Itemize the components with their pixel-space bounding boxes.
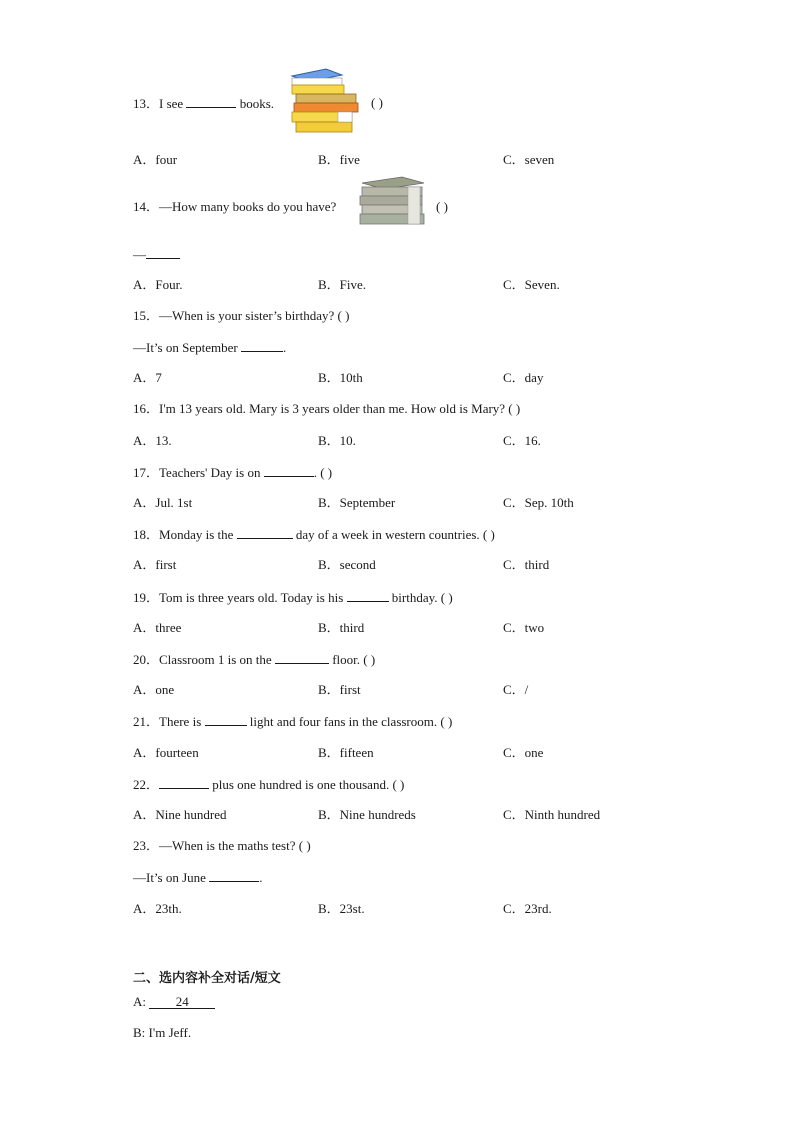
question-number: 18． xyxy=(133,527,160,542)
question-16: 16．I'm 13 years old. Mary is 3 years older than me. How old is Mary? ( ) xyxy=(133,401,521,416)
option-c[interactable]: C．Sep. 10th xyxy=(503,495,574,510)
option-b[interactable]: B．September xyxy=(318,495,396,510)
option-b[interactable]: B．10th xyxy=(318,370,363,385)
option-a[interactable]: A．three xyxy=(133,620,182,635)
answer-blank[interactable] xyxy=(159,776,209,789)
question-number: 15． xyxy=(133,308,160,323)
option-a[interactable]: A．Four. xyxy=(133,277,183,292)
dialog-line-a: A: 24 xyxy=(133,994,215,1010)
question-23: 23．—When is the maths test? ( ) xyxy=(133,838,311,853)
answer-blank[interactable] xyxy=(264,464,314,477)
option-a[interactable]: A．23th. xyxy=(133,901,182,916)
question-number: 13． xyxy=(133,96,160,111)
question-number: 22． xyxy=(133,777,160,792)
question-21: 21．There is light and four fans in the classroom. ( ) xyxy=(133,714,453,729)
option-a[interactable]: A．13. xyxy=(133,433,172,448)
answer-blank[interactable] xyxy=(209,869,259,882)
question-17: 17．Teachers' Day is on . ( ) xyxy=(133,465,333,480)
answer-blank-24[interactable]: 24 xyxy=(149,994,215,1009)
option-c[interactable]: C．Seven. xyxy=(503,277,560,292)
option-b[interactable]: B．Nine hundreds xyxy=(318,807,416,822)
option-b[interactable]: B．third xyxy=(318,620,365,635)
option-c[interactable]: C．third xyxy=(503,557,550,572)
option-c[interactable]: C．Ninth hundred xyxy=(503,807,601,822)
answer-blank[interactable] xyxy=(186,95,236,108)
option-c[interactable]: C．day xyxy=(503,370,544,385)
question-number: 14． xyxy=(133,199,160,214)
option-b[interactable]: B．23st. xyxy=(318,901,365,916)
option-c[interactable]: C．one xyxy=(503,745,544,760)
question-18: 18．Monday is the day of a week in western countries. ( ) xyxy=(133,527,495,542)
answer-blank[interactable] xyxy=(146,246,180,259)
question-19: 19．Tom is three years old. Today is his birthday. ( ) xyxy=(133,590,453,605)
question-number: 16． xyxy=(133,401,160,416)
answer-blank[interactable] xyxy=(237,526,293,539)
book-stack-colorful-image xyxy=(288,66,364,138)
option-b[interactable]: B．first xyxy=(318,682,361,697)
answer-line-15: —It’s on September . xyxy=(133,340,287,355)
option-b[interactable]: B．five xyxy=(318,152,360,167)
dialog-line-b: B: I'm Jeff. xyxy=(133,1025,192,1040)
answer-blank[interactable] xyxy=(205,713,247,726)
answer-blank[interactable] xyxy=(241,339,283,352)
question-22: 22． plus one hundred is one thousand. ( ) xyxy=(133,777,405,792)
book-stack-gray-image xyxy=(358,175,430,235)
question-20: 20．Classroom 1 is on the floor. ( ) xyxy=(133,652,376,667)
option-c[interactable]: C．23rd. xyxy=(503,901,552,916)
option-b[interactable]: B．fifteen xyxy=(318,745,374,760)
question-number: 20． xyxy=(133,652,160,667)
answer-blank[interactable] xyxy=(275,651,329,664)
option-a[interactable]: A．first xyxy=(133,557,177,572)
option-b[interactable]: B．10. xyxy=(318,433,356,448)
option-a[interactable]: A．one xyxy=(133,682,175,697)
option-c[interactable]: C．seven xyxy=(503,152,555,167)
question-number: 17． xyxy=(133,465,160,480)
option-c[interactable]: C．two xyxy=(503,620,545,635)
question-number: 23． xyxy=(133,838,160,853)
answer-line-23: —It’s on June . xyxy=(133,870,263,885)
question-13: 13．I see books. xyxy=(133,96,275,111)
option-a[interactable]: A．Nine hundred xyxy=(133,807,227,822)
option-a[interactable]: A．fourteen xyxy=(133,745,199,760)
question-14: 14．—How many books do you have? xyxy=(133,199,337,214)
option-a[interactable]: A．7 xyxy=(133,370,162,385)
question-15: 15．—When is your sister’s birthday? ( ) xyxy=(133,308,350,323)
option-c[interactable]: C．/ xyxy=(503,682,529,697)
answer-line-14: — xyxy=(133,246,180,263)
option-a[interactable]: A．four xyxy=(133,152,178,167)
section-2-title: 二、选内容补全对话/短文 xyxy=(133,971,281,986)
question-number: 21． xyxy=(133,714,160,729)
option-c[interactable]: C．16. xyxy=(503,433,541,448)
option-b[interactable]: B．Five. xyxy=(318,277,367,292)
option-b[interactable]: B．second xyxy=(318,557,376,572)
question-number: 19． xyxy=(133,590,160,605)
option-a[interactable]: A．Jul. 1st xyxy=(133,495,193,510)
answer-blank[interactable] xyxy=(347,589,389,602)
